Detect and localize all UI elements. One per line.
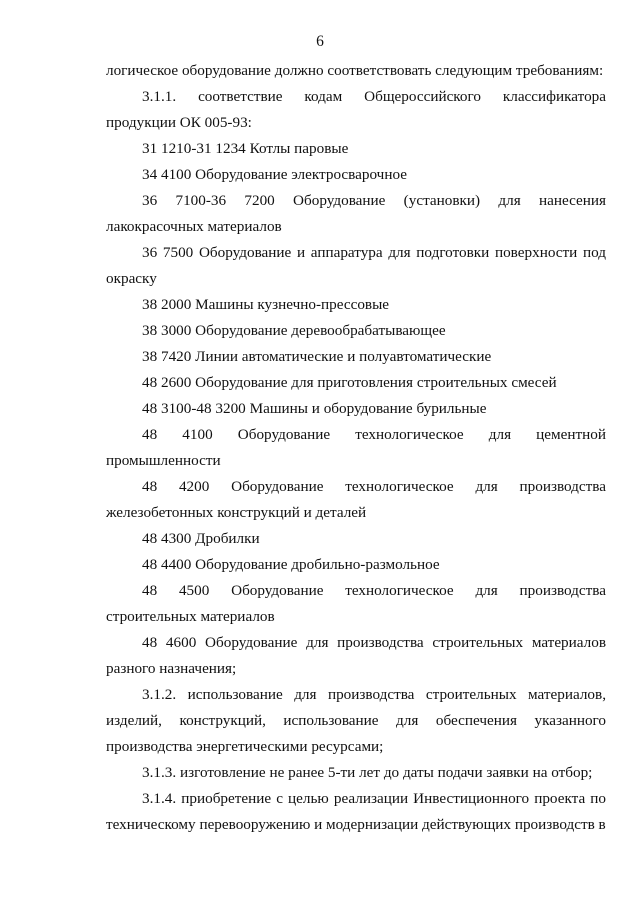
list-item-code: 48 4100 Оборудование технологическое для цементной промышленности xyxy=(106,426,606,469)
list-item-code: 48 4500 Оборудование технологическое для производства строительных материалов xyxy=(106,582,606,625)
paragraph-intro: логическое оборудование должно соответствовать следующим требованиям: xyxy=(106,62,604,79)
document-body xyxy=(106,58,606,838)
list-item-code: 48 3100-48 3200 Машины и оборудование бурильные xyxy=(142,400,487,417)
list-item-code: 48 4600 Оборудование для производства строительных материалов разного назначения; xyxy=(106,634,606,677)
list-item-code: 48 4300 Дробилки xyxy=(142,530,260,547)
list-item-code: 48 2600 Оборудование для приготовления строительных смесей xyxy=(142,374,557,391)
list-item-code: 38 7420 Линии автоматические и полуавтоматические xyxy=(142,348,492,365)
list-item-code: 38 2000 Машины кузнечно-прессовые xyxy=(142,296,390,313)
list-item-code: 38 3000 Оборудование деревообрабатывающее xyxy=(142,322,446,339)
list-item-code: 36 7500 Оборудование и аппаратура для подготовки поверхности под окраску xyxy=(106,244,606,287)
list-item-code: 36 7100-36 7200 Оборудование (установки) для нанесения лакокрасочных материалов xyxy=(106,192,606,235)
list-item-code: 48 4200 Оборудование технологическое для производства железобетонных конструкций и деталей xyxy=(106,478,606,521)
list-item-code: 34 4100 Оборудование электросварочное xyxy=(142,166,407,183)
list-item-code: 48 4400 Оборудование дробильно-размольное xyxy=(142,556,440,573)
paragraph-3-1-3: 3.1.3. изготовление не ранее 5-ти лет до даты подачи заявки на отбор; xyxy=(142,764,593,781)
paragraph-3-1-2: 3.1.2. использование для производства строительных материалов, изделий, конструкций, использование для обеспечения указанного производства энергетическими ресурсами; xyxy=(106,686,606,755)
page-number: 6 xyxy=(316,33,324,50)
paragraph-3-1-1: 3.1.1. соответствие кодам Общероссийского классификатора продукции ОК 005-93: xyxy=(106,88,606,131)
list-item-code: 31 1210-31 1234 Котлы паровые xyxy=(142,140,349,157)
paragraph-3-1-4: 3.1.4. приобретение с целью реализации Инвестиционного проекта по техническому перевооружению и модернизации действующих производств в xyxy=(106,790,606,833)
